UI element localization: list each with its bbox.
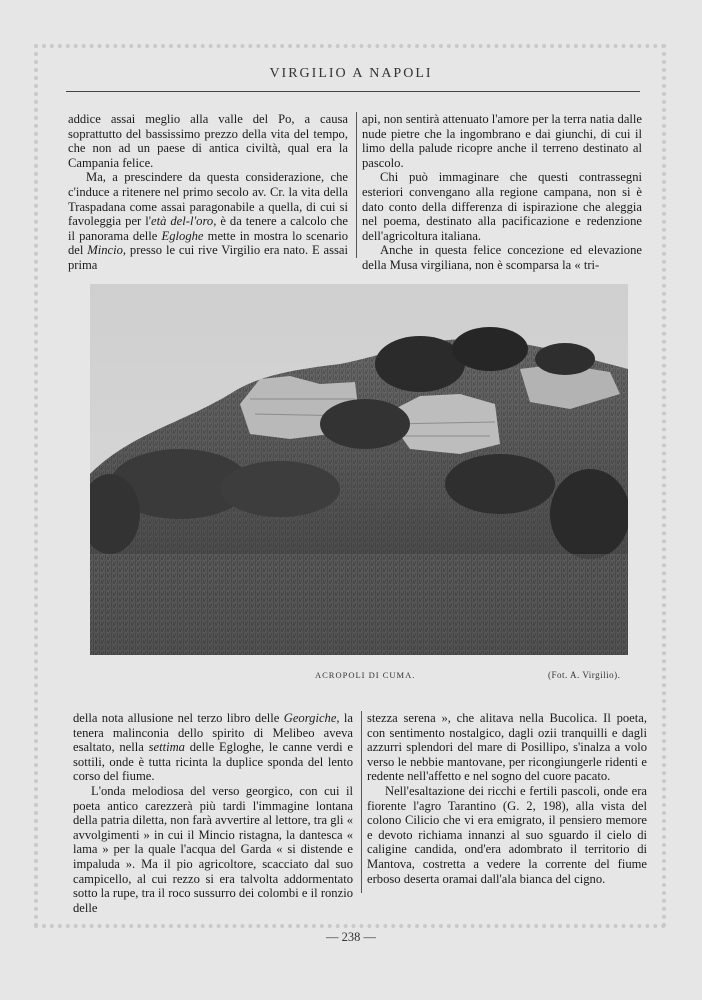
photo-acropoli-di-cuma: [90, 284, 628, 655]
paragraph: [73, 711, 353, 784]
text-run: la tenera malinconia dello spirito di Melibeo aveva esaltato, nella: [73, 711, 353, 755]
text-run: mette in mostra lo scenario del: [68, 228, 348, 258]
page-number: — 238 —: [326, 930, 376, 944]
photo-caption-title: ACROPOLI DI CUMA.: [315, 670, 416, 680]
italic-text: Georgiche,: [283, 711, 340, 725]
text-column-top-left: [68, 112, 348, 273]
running-head: VIRGILIO A NAPOLI: [269, 66, 433, 81]
paragraph: Nell'esaltazione dei ricchi e fertili pascoli, onde era fiorente l'agro Tarantino (G. 2, 198), alla vista del colono Cilicio che vi era emigrato, il pensiero memore e devoto richiama innanzi al suo sguardo il cielo di caligine candida, ond'era adombrato il territorio di Mantova, costretta a vedere la corrente del fiume erboso deserta oramai dall'ala bianca del cigno.: [367, 783, 647, 886]
photo-caption-credit: (Fot. A. Virgilio).: [548, 670, 621, 680]
text-column-bottom-left: [73, 711, 353, 915]
paragraph: Anche in questa felice concezione ed elevazione della Musa virgiliana, non è scomparsa la « tri-: [362, 243, 642, 272]
paragraph: stezza serena », che alitava nella Bucolica. Il poeta, con sentimento nostalgico, dagli ozii tranquilli e dagli azzurri splendori del mare di Posillipo, s'inalza a volo verso le nebbie mantovane, per ricongiungerle ridenti e redente nell'affetto e nel sogno del cuore pacato.: [367, 711, 647, 784]
paragraph: L'onda melodiosa del verso georgico, con cui il poeta antico carezzerà più tardi l'immagine lontana della patria diletta, non farà avvertire al lettore, tra gli « avvolgimenti » in cui il Mincio ristagna, la dantesca « lama » per la quale l'acqua del Garda « si distende e impaluda ». Ma il pio agricoltore, scacciato dal suo campicello, al cui rezzo si era talvolta addormentato sotto la rupe, tra il roco sussurro dei colombi e il ronzio delle: [73, 783, 353, 915]
paragraph: Chi può immaginare che questi contrassegni esteriori convengano alla regione campana, non si è dato conto della differenza di ispirazione che aleggia nel poema, destinato alla pacificazione e redenzione dell'agricoltura italiana.: [362, 170, 642, 243]
text-run: presso le cui rive Virgilio era nato. E assai prima: [68, 243, 348, 272]
italic-text: settima: [148, 740, 185, 755]
italic-text: Mincio,: [87, 243, 127, 258]
text-run: Ma, a prescindere da questa considerazione, che c'induce a ritenere nel primo secolo av. Cr. la vita della Traspadana come assai paragonabile a quella, di cui si favoleggia per l': [68, 170, 348, 229]
column-divider: [356, 112, 357, 258]
header-rule: [66, 91, 640, 92]
text-column-bottom-right: [367, 711, 647, 886]
text-run: , è da tenere a calcolo che il panorama delle: [68, 214, 348, 243]
paragraph: api, non sentirà attenuato l'amore per la terra natia dalle nude pietre che la ingombrano e dai giunchi, di cui il limo della palude ricopre anche il terreno destinato al pascolo.: [362, 112, 642, 170]
text-run: della nota allusione nel terzo libro delle: [73, 711, 284, 725]
paragraph: addice assai meglio alla valle del Po, a causa soprattutto del bassissimo prezzo della vita del tempo, che non ad un paese di antica civiltà, qual era la Campania felice.: [68, 112, 348, 170]
italic-text: età del-l'oro: [151, 214, 214, 229]
column-divider: [361, 711, 362, 893]
paragraph: [68, 170, 348, 272]
text-run: delle Egloghe, le canne verdi e sottili, onde è tutta ricinta la duplice sponda del lento corso del fiume.: [73, 740, 353, 784]
italic-text: Egloghe: [161, 228, 204, 243]
text-column-top-right: [362, 112, 642, 273]
